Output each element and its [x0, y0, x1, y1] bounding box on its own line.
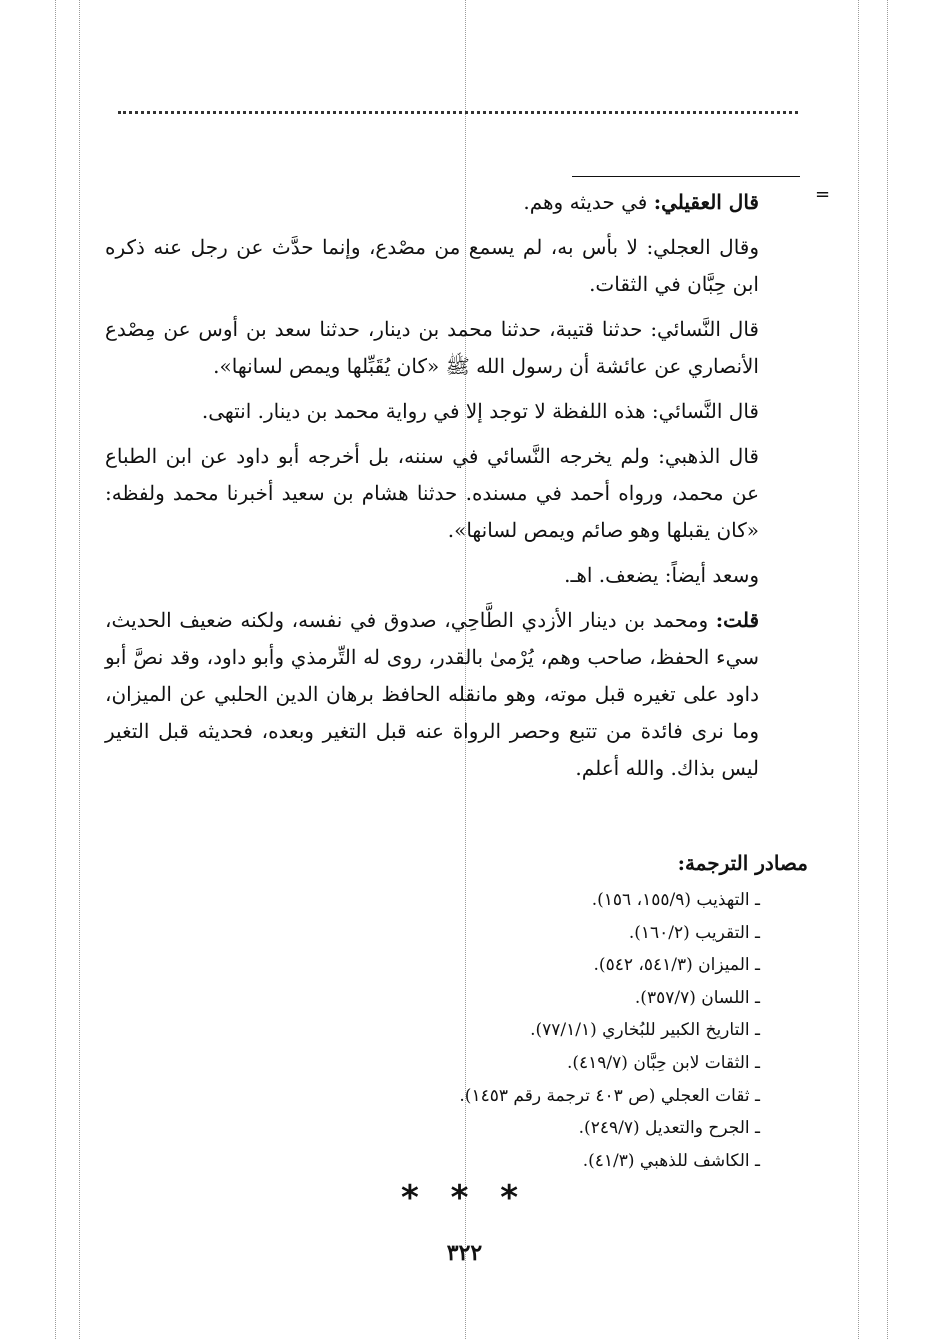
footnote-rule — [572, 176, 800, 177]
scan-fold-line-left-inner — [79, 0, 80, 1339]
section-separator: * * * — [400, 1178, 528, 1218]
source-item: ـ اللسان (٣٥٧/٧). — [634, 987, 760, 1008]
paragraph — [105, 393, 759, 430]
scan-fold-line-right-outer — [887, 0, 888, 1339]
page-number: ٣٢٢ — [446, 1240, 483, 1266]
paragraph — [105, 311, 759, 385]
paragraph — [105, 557, 759, 594]
source-item: ـ الكاشف للذهبي (٤١/٣). — [582, 1150, 760, 1171]
sources-heading: مصادر الترجمة: — [677, 851, 808, 875]
paragraph-text: قال النَّسائي: حدثنا قتيبة، حدثنا محمد بن دينار، حدثنا سعد بن أوس عن مِصْدع الأنصاري عن عائشة أن رسول الله ﷺ «كان يُقَبِّلها ويمص لسانها». — [105, 317, 759, 378]
paragraph-text: قال النَّسائي: هذه اللفظة لا توجد إلا في رواية محمد بن دينار. انتهى. — [201, 399, 759, 423]
paragraph-text: وقال العجلي: لا بأس به، لم يسمع من مصْدع، وإنما حدَّث عن رجل عنه ذكره ابن حِبَّان في الثقات. — [105, 235, 759, 296]
paragraph-text: وسعد أيضاً: يضعف. اهـ. — [564, 563, 759, 587]
paragraph-text: قال الذهبي: ولم يخرجه النَّسائي في سننه، بل أخرجه أبو داود عن ابن الطباع عن محمد، ورواه أحمد في مسنده. حدثنا هشام بن سعيد أخبرنا محمد ولفظه: «كان يقبلها وهو صائم ويمص لسانها». — [105, 444, 759, 542]
paragraph-text: ومحمد بن دينار الأزدي الطَّاحِي، صدوق في نفسه، ولكنه ضعيف الحديث، سيء الحفظ، صاحب وهم، يُرْمىٰ بالقدر، روى له التِّرمذي وأبو داود، وقد نصَّ أبو داود على تغيره قبل موته، وهو مانقله الحافظ برهان الدين الحلبي عن الميزان، وما نرى فائدة من تتبع وحصر الرواة عنه قبل التغير وبعده، فحديثه قبل التغير ليس بذاك. والله أعلم. — [105, 608, 759, 780]
paragraph-text: في حديثه وهم. — [523, 190, 654, 214]
continuation-mark: = — [815, 184, 831, 205]
source-item: ـ الجرح والتعديل (٢٤٩/٧). — [578, 1118, 760, 1139]
paragraph-label: قلت: — [715, 608, 759, 632]
paragraph — [105, 184, 759, 221]
scan-fold-line-right — [858, 0, 859, 1339]
paragraph — [105, 229, 759, 303]
source-item: ـ التاريخ الكبير للبُخاري (٧٧/١/١). — [530, 1020, 760, 1041]
source-item: ـ الثقات لابن حِبَّان (٤١٩/٧). — [566, 1052, 760, 1073]
source-item: ـ التهذيب (١٥٥/٩، ١٥٦). — [591, 890, 760, 910]
source-item: ـ ثقات العجلي (ص ٤٠٣ ترجمة رقم ١٤٥٣). — [459, 1085, 760, 1106]
top-dotted-separator — [118, 111, 798, 114]
scan-fold-line-left — [55, 0, 56, 1339]
source-item: ـ التقريب (١٦٠/٢). — [628, 922, 760, 943]
sources-list — [300, 884, 760, 1177]
paragraph-label: قال العقيلي: — [653, 190, 759, 214]
body-text — [105, 184, 759, 795]
paragraph — [105, 438, 759, 549]
source-item: ـ الميزان (٥٤١/٣، ٥٤٢). — [593, 955, 760, 976]
paragraph — [105, 602, 759, 787]
